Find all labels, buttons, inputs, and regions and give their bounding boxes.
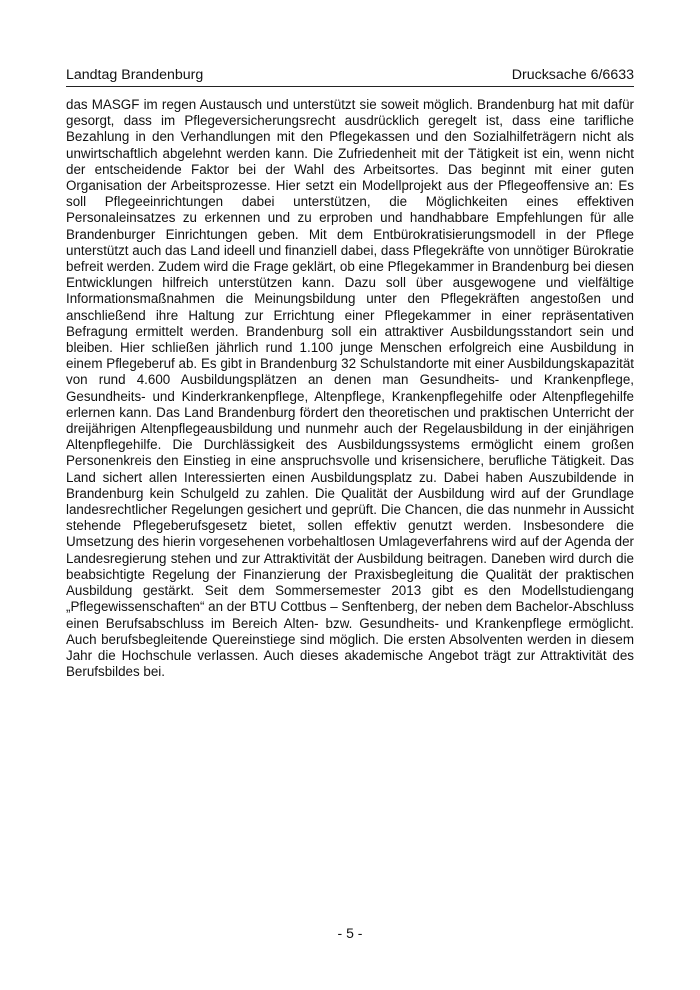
page-header [66, 66, 634, 87]
header-document-number: Drucksache 6/6633 [511, 67, 634, 83]
header-publisher: Landtag Brandenburg [66, 67, 204, 83]
body-paragraph: das MASGF im regen Austausch und unterstützt sie soweit möglich. Brandenburg hat mit dafür gesorgt, dass im Pflegeversicherungsrecht ausdrücklich geregelt ist, dass eine tarifliche Bezahlung in den Verhandlungen mit den Pflegekassen und den Sozialhilfeträgern nicht als unwirtschaftlich abgelehnt werden kann. Die Zufriedenheit mit der Tätigkeit ist ein, wenn nicht der entscheidende Faktor bei der Wahl des Arbeitsortes. Das beginnt mit einer guten Organisation der Arbeitsprozesse. Hier setzt ein Modellprojekt aus der Pflegeoffensive an: Es soll Pflegeeinrichtungen dabei unterstützen, die Möglichkeiten eines effektiven Personaleinsatzes zu erkennen und zu erproben und handhabbare Empfehlungen für alle Brandenburger Einrichtungen geben. Mit dem Entbürokratisierungsmodell in der Pflege unterstützt auch das Land ideell und finanziell dabei, dass Pflegekräfte von unnötiger Bürokratie befreit werden. Zudem wird die Frage geklärt, ob eine Pflegekammer in Brandenburg bei diesen Entwicklungen hilfreich unterstützen kann. Dazu soll über ausgewogene und vielfältige Informationsmaßnahmen die Meinungsbildung unter den Pflegekräften angestoßen und anschließend ihre Haltung zur Errichtung einer Pflegekammer in einer repräsentativen Befragung ermittelt werden. Brandenburg soll ein attraktiver Ausbildungsstandort sein und bleiben. Hier schließen jährlich rund 1.100 junge Menschen erfolgreich eine Ausbildung in einem Pflegeberuf ab. Es gibt in Brandenburg 32 Schulstandorte mit einer Ausbildungskapazität von rund 4.600 Ausbildungsplätzen an denen man Gesundheits- und Krankenpflege, Gesundheits- und Kinderkrankenpflege, Altenpflege, Krankenpflegehilfe oder Altenpflegehilfe erlernen kann. Das Land Brandenburg fördert den theoretischen und praktischen Unterricht der dreijährigen Altenpflegeausbildung und nunmehr auch der Regelausbildung in der einjährigen Altenpflegehilfe. Die Durchlässigkeit des Ausbildungssystems ermöglicht einem großen Personenkreis den Einstieg in eine anspruchsvolle und krisensichere, berufliche Tätigkeit. Das Land sichert allen Interessierten einen Ausbildungsplatz zu. Dabei haben Auszubildende in Brandenburg kein Schulgeld zu zahlen. Die Qualität der Ausbildung wird auf der Grundlage landesrechtlicher Regelungen gesichert und geprüft. Die Chancen, die das nunmehr in Aussicht stehende Pflegeberufsgesetz bietet, sollen effektiv genutzt werden. Insbesondere die Umsetzung des hierin vorgesehenen vorbehaltlosen Umlageverfahrens wird auf der Agenda der Landesregierung stehen und zur Attraktivität der Ausbildung beitragen. Daneben wird durch die beabsichtigte Regelung der Finanzierung der Praxisbegleitung die Qualität der praktischen Ausbildung gestärkt. Seit dem Sommersemester 2013 gibt es den Modellstudiengang „Pflegewissenschaften“ an der BTU Cottbus – Senftenberg, der neben dem Bachelor-Abschluss einen Berufsabschluss im Bereich Alten- bzw. Gesundheits- und Krankenpflege ermöglicht. Auch berufsbegleitende Quereinstiege sind möglich. Die ersten Absolventen werden in diesem Jahr die Hochschule verlassen. Auch dieses akademische Angebot trägt zur Attraktivität des Berufsbildes bei. [66, 97, 634, 680]
page-number: - 5 - [337, 925, 363, 941]
